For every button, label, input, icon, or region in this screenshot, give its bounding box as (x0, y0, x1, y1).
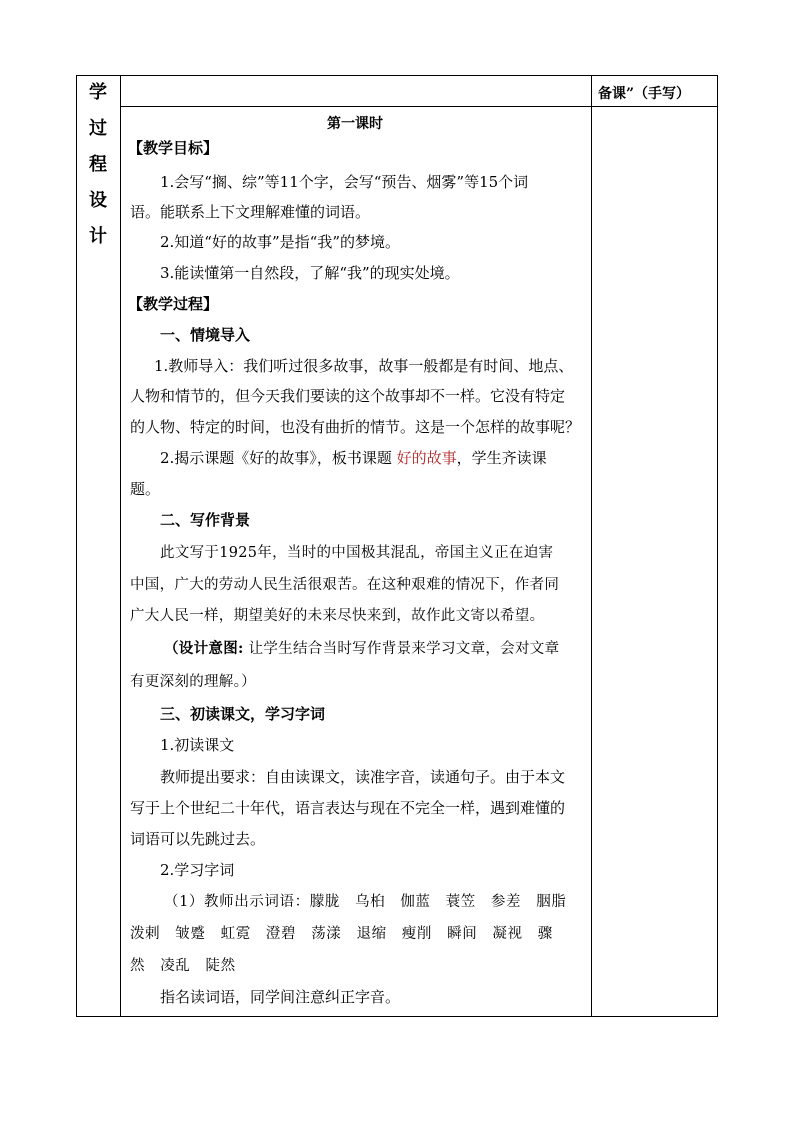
side-title-char: 程 (89, 154, 107, 175)
body-line: 题。 (130, 480, 161, 498)
goals-heading: 【教学目标】 (128, 139, 219, 157)
side-title-char: 设 (89, 190, 107, 211)
table-header-divider (120, 106, 718, 107)
vocab-line: （1）教师出示词语：朦胧 乌桕 伽蓝 蓑笠 参差 胭脂 (164, 894, 567, 910)
table-bottom-border (76, 1016, 718, 1017)
side-title-char: 学 (89, 82, 107, 103)
goal-line: 3.能读懂第一自然段，了解“我”的现实处境。 (160, 264, 460, 282)
goal-line: 2.知道“好的故事”是指“我”的梦境。 (160, 233, 400, 251)
table-top-border (76, 75, 718, 76)
design-intent-text: 有更深刻的理解。） (130, 674, 256, 690)
body-line: 1.教师导入：我们听过很多故事，故事一般都是有时间、地点、 (154, 357, 574, 375)
board-title: 好的故事 (396, 449, 457, 467)
body-line: 指名读词语，同学间注意纠正字音。 (160, 988, 401, 1006)
table-side-divider (120, 75, 121, 1017)
notes-column-header: 备课”（手写） (598, 86, 691, 102)
design-intent-label: （设计意图: (164, 640, 244, 657)
sub-heading: 2.学习字词 (160, 861, 235, 879)
body-line: 教师提出要求：自由读课文，读准字音，读通句子。由于本文 (160, 768, 566, 786)
section-heading: 三、初读课文，学习字词 (160, 705, 326, 723)
body-line: 人物和情节的，但今天我们要读的这个故事却不一样。它没有特定 (130, 387, 566, 405)
design-intent-text: 让学生结合当时写作背景来学习文章，会对文章 (248, 641, 560, 657)
vocab-line: 泼剌 皱蹙 虹霓 澄碧 荡漾 退缩 瘦削 瞬间 凝视 骤 (130, 926, 553, 942)
sub-heading: 1.初读课文 (160, 736, 235, 754)
section-heading: 一、情境导入 (160, 326, 251, 344)
side-title-char: 过 (89, 118, 107, 139)
body-line (160, 448, 547, 468)
body-line: 中国，广大的劳动人民生活很艰苦。在这种艰难的情况下，作者同 (130, 577, 560, 593)
lesson-title: 第一课时 (327, 116, 383, 132)
body-line: 写于上个世纪二十年代，语言表达与现在不完全一样，遇到难懂的 (130, 799, 566, 817)
item-text: ，学生齐读课 (456, 449, 547, 467)
body-line: 此文写于1925年，当时的中国极其混乱，帝国主义正在迫害 (160, 545, 554, 561)
process-heading: 【教学过程】 (128, 295, 219, 313)
section-heading: 二、写作背景 (160, 511, 251, 529)
body-line: 的人物、特定的时间，也没有曲折的情节。这是一个怎样的故事呢？ (130, 418, 581, 436)
goal-line: 语。能联系上下文理解难懂的词语。 (130, 203, 371, 221)
side-title-char: 计 (89, 226, 107, 247)
table-right-border (717, 75, 718, 1017)
table-notes-divider (591, 75, 592, 1017)
vocab-line: 然 凌乱 陡然 (130, 958, 236, 974)
goal-line: 1.会写“搁、综”等11个字，会写“预告、烟雾”等15个词 (160, 173, 529, 191)
body-line: 词语可以先跳过去。 (130, 830, 266, 848)
body-line: 广大人民一样，期望美好的未来尽快来到，故作此文寄以希望。 (130, 608, 545, 624)
item-text: 2.揭示课题《好的故事》，板书课题 (160, 449, 392, 467)
design-intent (164, 639, 559, 659)
